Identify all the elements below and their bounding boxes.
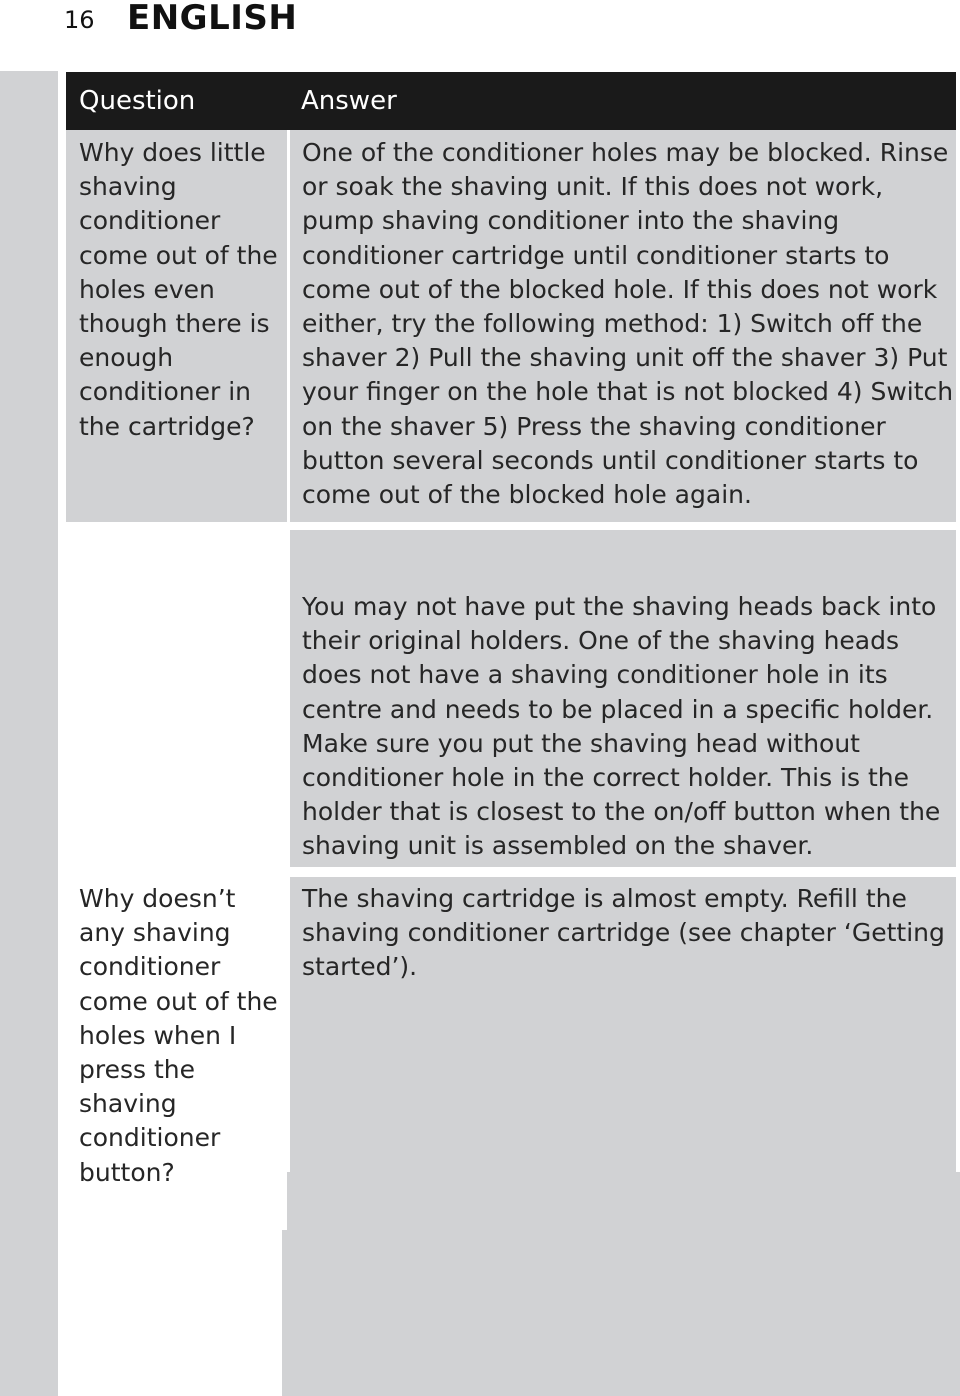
troubleshooting-table xyxy=(66,72,956,1230)
table-header xyxy=(66,72,956,130)
answer-text-2a: You may not have put the shaving heads back into their original holders. One of the shaving heads does not have a shaving conditioner hole in its centre and needs to be placed in a specific holder. Make sure you put the shaving head without conditioner hole in the correct holder. This is the holder that is closest to the on/off button when the shaving unit is assembled on the shaver. xyxy=(302,592,941,861)
row-divider-2 xyxy=(290,867,956,877)
question-column-white-edge xyxy=(58,521,66,1172)
row-divider-1 xyxy=(66,522,956,530)
answer-text-1: One of the conditioner holes may be blocked. Rinse or soak the shaving unit. If this does not work, pump shaving conditioner into the shaving conditioner cartridge until conditioner starts to come out of the blocked hole. If this does not work either, try the following method: 1) Switch off the shaver 2) Pull the shaving unit off the shaver 3) Put your finger on the hole that is not blocked 4) Switch on the shaver 5) Press the shaving conditioner button several seconds until conditioner starts to come out of the blocked hole again. xyxy=(302,138,954,510)
question-text-1: Why does little shaving conditioner come out of the holes even though there is enough conditioner in the cartridge? xyxy=(79,138,278,441)
table-body xyxy=(66,130,956,1230)
page-number: 16 xyxy=(64,6,95,34)
left-margin-bar xyxy=(0,71,58,1396)
question-column-header: Question xyxy=(79,86,196,116)
question-text-2: Why doesn’t any shaving conditioner come out of the holes when I press the shaving conditioner button? xyxy=(79,884,278,1187)
answer-text-2b: The shaving cartridge is almost empty. Refill the shaving conditioner cartridge (see chapter ‘Getting started’). xyxy=(302,884,945,982)
answer-column-header: Answer xyxy=(301,86,397,116)
section-title: ENGLISH xyxy=(127,0,298,38)
